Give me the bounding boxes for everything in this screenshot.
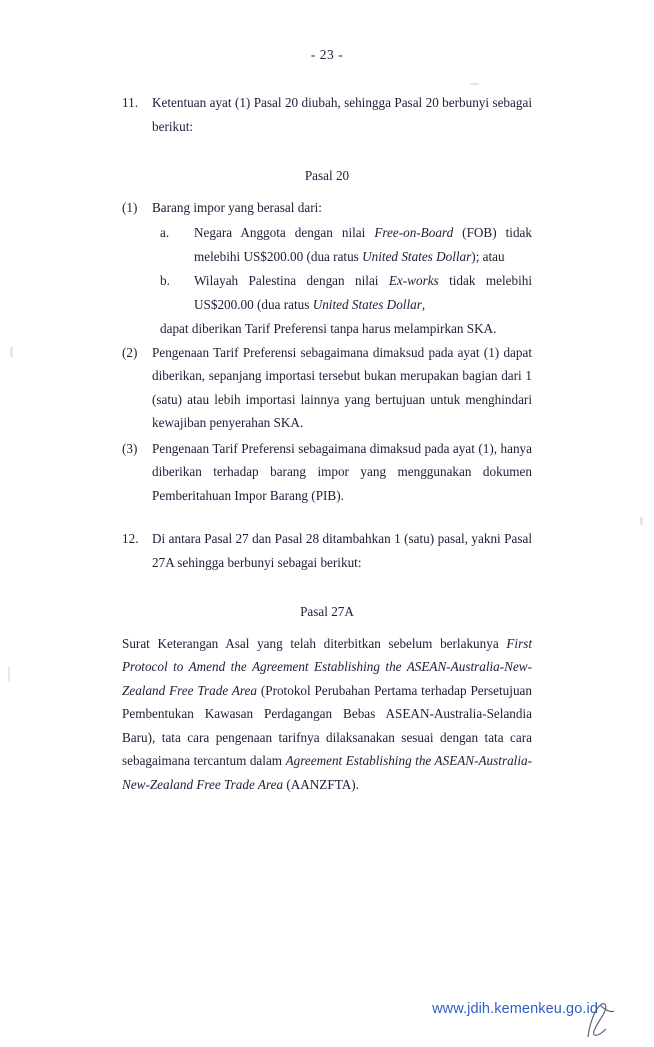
pasal-27a-body	[122, 632, 532, 797]
scan-artifact	[10, 347, 13, 357]
huruf-b-part1: Wilayah Palestina dengan nilai	[194, 273, 389, 288]
document-body	[122, 63, 532, 796]
pasal-27a-part2: (Protokol Perubahan Pertama terhadap Persetujuan Pembentukan Kawasan Perdagangan Bebas ASEAN-Australia-Selandia Baru), tata cara pengenaan tarifnya dilaksanakan sesuai dengan tata cara sebagaimana tercantum dalam	[122, 682, 532, 768]
jdih-watermark: www.jdih.kemenkeu.go.id	[432, 1001, 598, 1017]
huruf-a-part2: (FOB) tidak melebihi US$200.00 (dua ratus	[194, 225, 532, 264]
huruf-b-italic2: United States Dollar	[312, 296, 422, 312]
huruf-a-italic2: United States Dollar	[362, 248, 472, 264]
ayat-1	[122, 196, 532, 220]
ayat-1-number: (1)	[122, 199, 138, 215]
pasal-27a-italic2: Agreement Establishing the ASEAN-Australia-New-Zealand Free Trade Area	[122, 753, 532, 792]
page-number: - 23 -	[310, 47, 344, 62]
ayat-2-text: Pengenaan Tarif Preferensi sebagaimana dimaksud pada ayat (1) dapat diberikan, sepanjang importasi tersebut bukan merupakan bagian dari 1 (satu) atau lebih importasi lainnya yang bertujuan untuk menghindari kewajiban penyerahan SKA.	[152, 344, 532, 430]
huruf-b-marker: b.	[160, 273, 170, 288]
signature-initial-icon	[580, 999, 620, 1041]
huruf-a-marker: a.	[160, 225, 170, 240]
huruf-a-text	[194, 221, 532, 268]
scan-artifact	[8, 667, 10, 681]
huruf-a	[160, 221, 532, 268]
pasal-27a-part1: Surat Keterangan Asal yang telah diterbitkan sebelum berlakunya	[122, 635, 507, 651]
huruf-b-part2: tidak melebihi US$200.00 (dua ratus	[194, 273, 532, 312]
list-item-12	[122, 527, 532, 574]
ayat-3	[122, 437, 532, 508]
huruf-a-italic1: Free-on-Board	[374, 225, 454, 240]
article-heading-pasal-20: Pasal 20	[304, 168, 350, 183]
list-item-11-text: Ketentuan ayat (1) Pasal 20 diubah, sehingga Pasal 20 berbunyi sebagai berikut:	[152, 95, 532, 134]
article-heading-pasal-27a: Pasal 27A	[300, 604, 354, 619]
ayat-2	[122, 341, 532, 435]
list-item-12-number: 12.	[122, 531, 139, 546]
ayat-3-text: Pengenaan Tarif Preferensi sebagaimana dimaksud pada ayat (1), hanya diberikan terhadap barang impor yang menggunakan dokumen Pemberitahuan Impor Barang (PIB).	[152, 440, 532, 503]
huruf-a-part1: Negara Anggota dengan nilai	[194, 225, 375, 240]
ayat-1-lead: Barang impor yang berasal dari:	[152, 199, 322, 215]
list-item-11-number: 11.	[122, 95, 138, 110]
ayat-1-closing: dapat diberikan Tarif Preferensi tanpa harus melampirkan SKA.	[160, 321, 497, 336]
pasal-27a-part3: (AANZFTA).	[283, 776, 359, 792]
ayat-2-number: (2)	[122, 344, 138, 360]
huruf-a-part3: ); atau	[471, 248, 505, 264]
list-item-12-text: Di antara Pasal 27 dan Pasal 28 ditambahkan 1 (satu) pasal, yakni Pasal 27A sehingga berbunyi sebagai berikut:	[152, 531, 532, 570]
huruf-b	[160, 269, 532, 316]
scan-artifact	[640, 517, 643, 525]
pasal-27a-italic1: First Protocol to Amend the Agreement Establishing the ASEAN-Australia-New-Zealand Free Trade Area	[122, 635, 532, 698]
document-page	[0, 47, 654, 1047]
section-gap	[122, 509, 532, 527]
list-item-11	[122, 91, 532, 138]
huruf-list	[160, 221, 532, 316]
huruf-b-part3: ,	[421, 296, 426, 312]
huruf-b-italic1: Ex-works	[388, 273, 439, 288]
ayat-3-number: (3)	[122, 440, 138, 456]
scan-artifact	[470, 83, 479, 85]
huruf-b-text	[194, 269, 532, 316]
